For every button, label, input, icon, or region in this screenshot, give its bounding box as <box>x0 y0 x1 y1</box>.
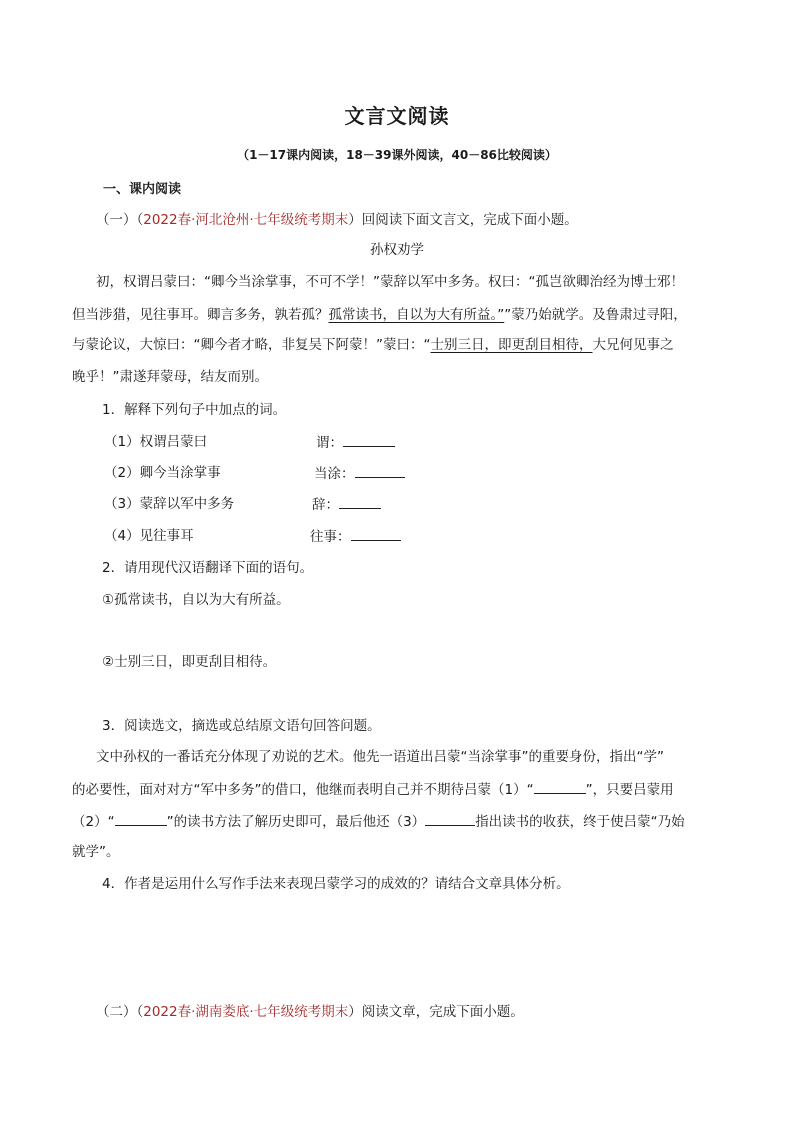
passage-line-1: 初，权谓吕蒙曰：“卿今当涂掌事，不可不学！”蒙辞以军中多务。权曰：“孤岂欲卿治经为博士邪！ <box>96 274 684 290</box>
q3-text: （2）“ <box>72 814 115 830</box>
page-subtitle: （1－17课内阅读，18－39课外阅读，40－86比较阅读） <box>237 148 557 162</box>
q1-item-1: （1）权谓吕蒙曰 <box>104 434 208 450</box>
q2-sentence-a: ①孤常读书，自以为大有所益。 <box>102 592 290 608</box>
passage-underlined-quote: ” <box>497 307 505 323</box>
part2-heading <box>96 1002 524 1022</box>
part2-prefix: （二）（ <box>96 1004 144 1020</box>
q1-answer-3 <box>312 494 381 515</box>
q1-answer-label: 谓： <box>316 435 343 451</box>
passage-line-2 <box>72 305 687 325</box>
q3-text: 的必要性，面对对方“军中多务”的借口，他继而表明自己并不期待吕蒙（1）“ <box>72 782 534 798</box>
q3-line-4: 就学”。 <box>72 844 120 860</box>
q1-answer-2 <box>314 463 405 484</box>
q2-stem: 2．请用现代汉语翻译下面的语句。 <box>102 560 314 576</box>
q1-answer-4 <box>310 526 401 547</box>
q4-stem: 4．作者是运用什么写作手法来表现吕蒙学习的成效的？请结合文章具体分析。 <box>102 876 570 892</box>
passage-text: 大兄何见事之 <box>592 337 674 353</box>
q3-line-2 <box>72 779 674 800</box>
q1-answer-label: 往事： <box>310 529 351 545</box>
part1-source: 2022春·河北沧州·七年级统考期末 <box>143 212 349 228</box>
answer-blank[interactable] <box>351 526 401 541</box>
answer-blank[interactable] <box>425 811 475 826</box>
passage-line-4: 晚乎！”肃遂拜蒙母，结友而别。 <box>72 369 268 385</box>
passage-title: 孙权劝学 <box>370 242 424 258</box>
page-title: 文言文阅读 <box>344 104 450 128</box>
q3-text: 指出读书的收获，终于使吕蒙“乃始 <box>475 814 685 830</box>
part1-heading <box>96 210 578 230</box>
part2-source: 2022春·湖南娄底·七年级统考期末 <box>143 1004 349 1020</box>
answer-blank[interactable] <box>343 432 395 447</box>
q1-item-2: （2）卿今当涂掌事 <box>104 465 221 481</box>
answer-blank[interactable] <box>339 494 381 509</box>
answer-blank[interactable] <box>115 811 167 826</box>
passage-text: 与蒙论议，大惊曰：“卿今者才略，非复吴下阿蒙！”蒙曰：“ <box>72 337 431 353</box>
answer-blank[interactable] <box>534 779 586 794</box>
passage-text: ”蒙乃始就学。及鲁肃过寻阳， <box>504 307 687 323</box>
part2-suffix: ）阅读文章，完成下面小题。 <box>348 1004 524 1020</box>
q1-item-3: （3）蒙辞以军中多务 <box>104 496 235 512</box>
part1-suffix: ）回阅读下面文言文，完成下面小题。 <box>348 212 578 228</box>
part1-prefix: （一）（ <box>96 212 144 228</box>
q3-text: ”的读书方法了解历史即可，最后他还（3） <box>166 814 426 830</box>
q1-answer-label: 辞： <box>312 497 339 513</box>
answer-blank[interactable] <box>355 463 405 478</box>
q1-stem: 1．解释下列句子中加点的词。 <box>102 402 287 418</box>
q3-line-3 <box>72 811 685 832</box>
q1-item-4: （4）见往事耳 <box>104 528 194 544</box>
q3-text: ”，只要吕蒙用 <box>585 782 674 798</box>
section-heading: 一、课内阅读 <box>103 182 182 197</box>
passage-text: 但当涉猎，见往事耳。卿言多务，孰若孤？ <box>72 307 329 323</box>
passage-underlined-2: 士别三日，即更刮目相待， <box>430 337 593 353</box>
passage-line-3 <box>72 335 673 355</box>
q2-sentence-b: ②士别三日，即更刮目相待。 <box>102 654 277 670</box>
passage-underlined-1: 孤常读书，自以为大有所益。 <box>328 307 498 323</box>
q1-answer-1 <box>316 432 395 453</box>
q1-answer-label: 当涂： <box>314 466 355 482</box>
q3-line-1: 文中孙权的一番话充分体现了劝说的艺术。他先一语道出吕蒙“当涂掌事”的重要身份，指出“学” <box>96 749 664 765</box>
q3-stem: 3．阅读选文，摘选或总结原文语句回答问题。 <box>102 718 381 734</box>
